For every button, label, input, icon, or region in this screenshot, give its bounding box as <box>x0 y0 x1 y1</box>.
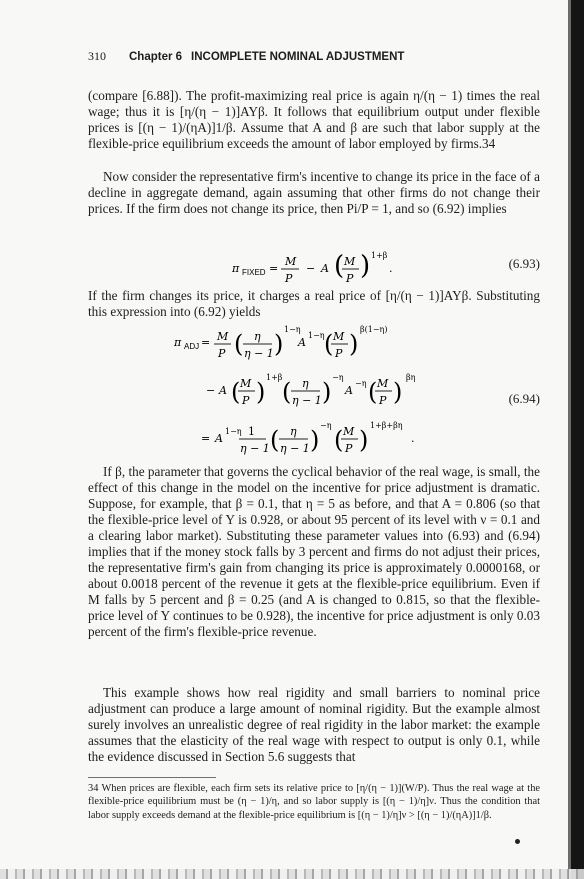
svg-text:η: η <box>254 330 261 343</box>
svg-text:β(1−η): β(1−η) <box>360 325 388 334</box>
svg-text:(: ( <box>324 330 334 358</box>
svg-text:): ) <box>393 378 403 406</box>
svg-text:M: M <box>333 330 345 343</box>
svg-text:1: 1 <box>248 425 255 438</box>
svg-text:M: M <box>344 255 356 268</box>
footnote-rule <box>88 777 216 778</box>
svg-text:−η: −η <box>320 421 332 430</box>
svg-text:−η: −η <box>332 373 344 382</box>
svg-text:−: − <box>206 384 216 397</box>
svg-text:(: ( <box>282 378 292 406</box>
svg-text:P: P <box>335 347 343 360</box>
svg-text:A: A <box>321 262 329 275</box>
footnote-text: 34 When prices are flexible, each firm sets its relative price to [η/(η − 1)](W/P). Thus the real wage at the flexible-price equilibrium must be (η − 1)/η, and so labor supply is [(η − 1)/η]ν. Thus the condition that labor supply exceeds demand at the flexible-price equilibrium is [(η − 1)/η]ν > [(η − 1)/(ηA)]1/β. <box>88 783 540 821</box>
svg-text:η: η <box>302 377 309 390</box>
svg-text:1+β: 1+β <box>371 251 388 260</box>
svg-text:η − 1: η − 1 <box>280 442 310 455</box>
paragraph-3: If the firm changes its price, it charges a real price of [η/(η − 1)]AYβ. Substituting this expression into (6.92) yields <box>88 288 540 319</box>
svg-text:M: M <box>377 377 389 390</box>
paragraph-1: (compare [6.88]). The profit-maximizing real price is again η/(η − 1) times the real wage; thus it is [η/(η − 1)]AYβ. It follows that equilibrium output under flexible prices is [(η − 1)/(ηA)]1/β. Assume that A and β are such that labor supply at the flexible-price equilibrium exceeds the amount of labor employed by firms.34 <box>88 88 540 151</box>
svg-text:P: P <box>379 394 387 407</box>
equation-6-94-svg <box>88 322 540 470</box>
svg-text:(: ( <box>368 378 378 406</box>
svg-text:P: P <box>218 347 226 360</box>
svg-text:1−η: 1−η <box>225 427 242 436</box>
svg-text:ADJ: ADJ <box>184 342 200 351</box>
chapter-label: Chapter 6 <box>129 51 183 63</box>
svg-text:): ) <box>360 251 371 281</box>
svg-text:1+β: 1+β <box>266 373 283 382</box>
svg-text:.: . <box>389 262 393 275</box>
svg-text:η − 1: η − 1 <box>292 394 322 407</box>
svg-text:η: η <box>290 425 297 438</box>
svg-text:): ) <box>310 426 320 454</box>
svg-text:=: = <box>269 262 279 275</box>
svg-text:−: − <box>306 262 316 275</box>
paragraph-5: This example shows how real rigidity and small barriers to nominal price adjustment can produce a large amount of nominal rigidity. But the example almost surely involves an unrealistic degree of real rigidity in the labor market: the example assumes that the elasticity of the real wage with respect to output is only 0.1, while the evidence discussed in Section 5.6 suggests that <box>88 685 540 764</box>
svg-text:A: A <box>345 384 353 397</box>
svg-text:1+β+βη: 1+β+βη <box>370 421 403 430</box>
svg-text:A: A <box>298 336 306 349</box>
running-header <box>88 46 548 66</box>
svg-text:(: ( <box>334 251 345 281</box>
chapter-title: INCOMPLETE NOMINAL ADJUSTMENT <box>191 51 405 63</box>
svg-text:−η: −η <box>355 379 367 388</box>
equation-6-93 <box>88 243 540 293</box>
dark-edge-bar <box>568 0 584 879</box>
svg-text:P: P <box>242 394 250 407</box>
svg-text:M: M <box>285 255 297 268</box>
paragraph-4: If β, the parameter that governs the cyclical behavior of the real wage, is small, the effect of this change in the model on the incentive for price adjustment is dramatic. Suppose, for example, that β = 0.1, that η = 5 as before, and that A = 0.806 (so that the flexible-price level of Y is 0.928, or about 95 percent of its level with ν = 0.1 and a clearing labor market). Substituting these parameter values into (6.93) and (6.94) implies that if the money stock falls by 3 percent and firms do not adjust their prices, the representative firm's gain from changing its price is approximately 0.0000168, or about 0.0018 percent of the revenue it gets at the flexible-price equilibrium. Even if M falls by 5 percent and β = 0.25 (and A is changed to 0.815, so that the flexible-price level of Y continues to be 0.928), the incentive for price adjustment is only 0.03 percent of the firm's flexible-price revenue. <box>88 464 540 639</box>
paragraph-1-container <box>88 88 540 152</box>
svg-text:(: ( <box>231 378 241 406</box>
svg-text:M: M <box>240 377 252 390</box>
svg-text:A: A <box>215 432 223 445</box>
svg-text:P: P <box>285 272 293 285</box>
equation-6-94 <box>88 322 540 470</box>
svg-text:): ) <box>256 378 266 406</box>
paragraph-5-container <box>88 685 540 765</box>
svg-text:M: M <box>343 425 355 438</box>
svg-text:A: A <box>219 384 227 397</box>
svg-text:P: P <box>346 272 354 285</box>
svg-text:FIXED: FIXED <box>242 268 266 277</box>
paragraph-2-container <box>88 169 540 217</box>
svg-text:βη: βη <box>406 373 416 382</box>
equation-6-93-svg <box>88 243 540 293</box>
svg-text:=: = <box>201 432 211 445</box>
svg-text:(: ( <box>270 426 280 454</box>
equation-number: (6.94) <box>508 391 540 406</box>
bottom-edge-strip <box>0 869 584 879</box>
svg-text:M: M <box>217 330 229 343</box>
paragraph-4-container <box>88 464 540 640</box>
svg-text:(: ( <box>234 330 244 358</box>
svg-text:): ) <box>359 426 369 454</box>
svg-text:η − 1: η − 1 <box>244 347 274 360</box>
page-dot <box>515 839 520 844</box>
footnote <box>88 782 540 822</box>
svg-text:=: = <box>201 336 211 349</box>
svg-text:1−η: 1−η <box>308 331 325 340</box>
svg-text:): ) <box>274 330 284 358</box>
svg-text:1−η: 1−η <box>284 325 301 334</box>
svg-text:P: P <box>345 442 353 455</box>
svg-text:(: ( <box>334 426 344 454</box>
svg-text:): ) <box>349 330 359 358</box>
equation-number: (6.93) <box>508 256 540 271</box>
paragraph-3-container <box>88 288 540 320</box>
page-number: 310 <box>88 49 106 63</box>
svg-text:.: . <box>411 432 415 445</box>
svg-text:η − 1: η − 1 <box>240 442 270 455</box>
svg-text:π: π <box>232 262 240 275</box>
svg-text:π: π <box>174 336 182 349</box>
svg-text:): ) <box>322 378 332 406</box>
paragraph-2: Now consider the representative firm's incentive to change its price in the face of a decline in aggregate demand, again assuming that other firms do not change their prices. If the firm does not change its price, then Pi/P = 1, and so (6.92) implies <box>88 169 540 216</box>
